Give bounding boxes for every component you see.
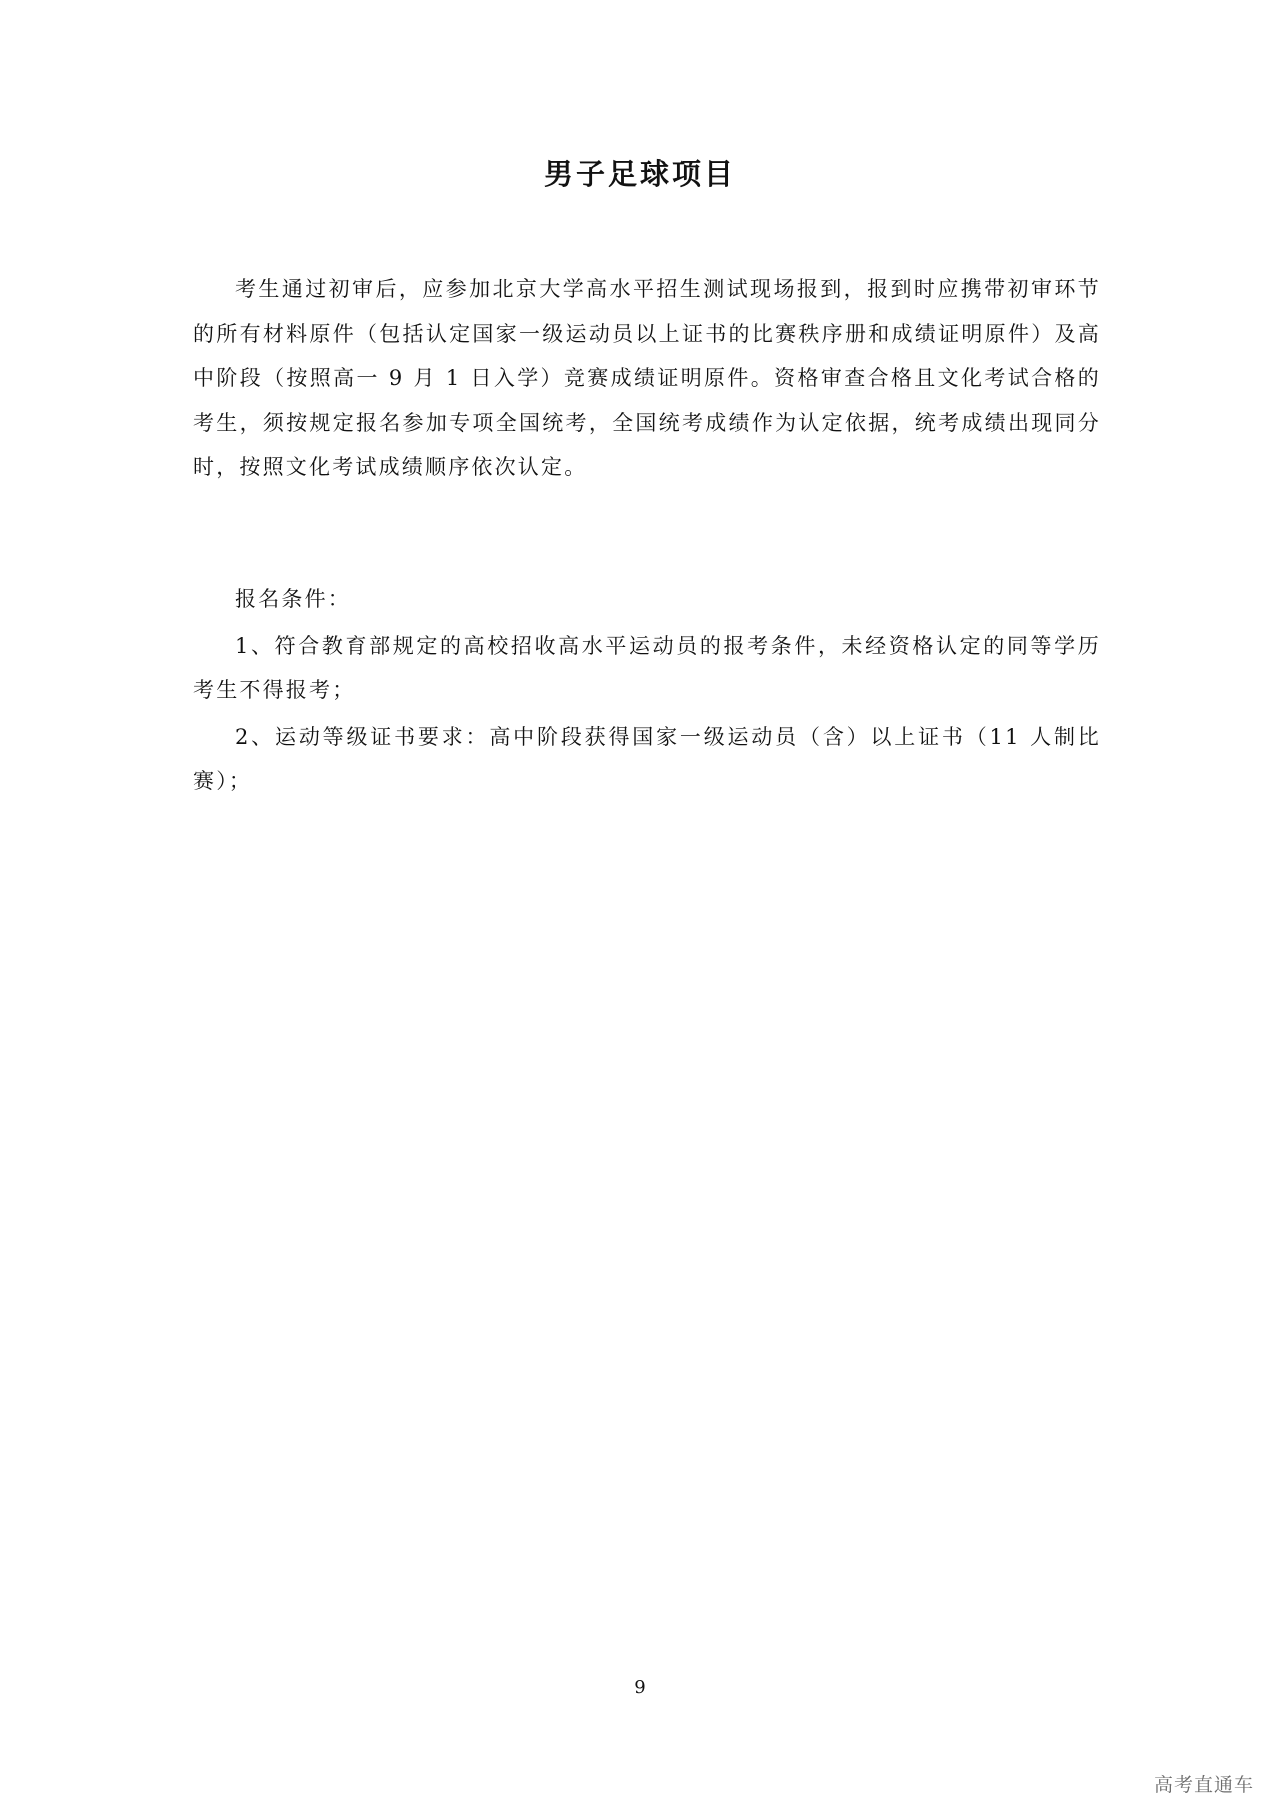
requirement-item: 2、运动等级证书要求：高中阶段获得国家一级运动员（含）以上证书（11 人制比赛）； <box>193 724 1101 793</box>
intro-paragraph: 考生通过初审后，应参加北京大学高水平招生测试现场报到，报到时应携带初审环节的所有材料原件（包括认定国家一级运动员以上证书的比赛秩序册和成绩证明原件）及高中阶段（按照高一 9 月 1 日入学）竞赛成绩证明原件。资格审查合格且文化考试合格的考生，须按规定报名参加专项全国统考，全国统考成绩作为认定依据，统考成绩出现同分时，按照文化考试成绩顺序依次认定。 <box>193 277 1101 479</box>
requirements-heading: 报名条件： <box>235 587 351 611</box>
intro-section <box>193 267 1101 490</box>
requirement-item: 1、符合教育部规定的高校招收高水平运动员的报考条件，未经资格认定的同等学历考生不得报考； <box>193 633 1101 702</box>
requirements-section <box>193 577 1101 806</box>
watermark-text: 高考直通车 <box>1153 1774 1254 1796</box>
page-number: 9 <box>634 1677 646 1698</box>
page-title: 男子足球项目 <box>543 157 736 191</box>
